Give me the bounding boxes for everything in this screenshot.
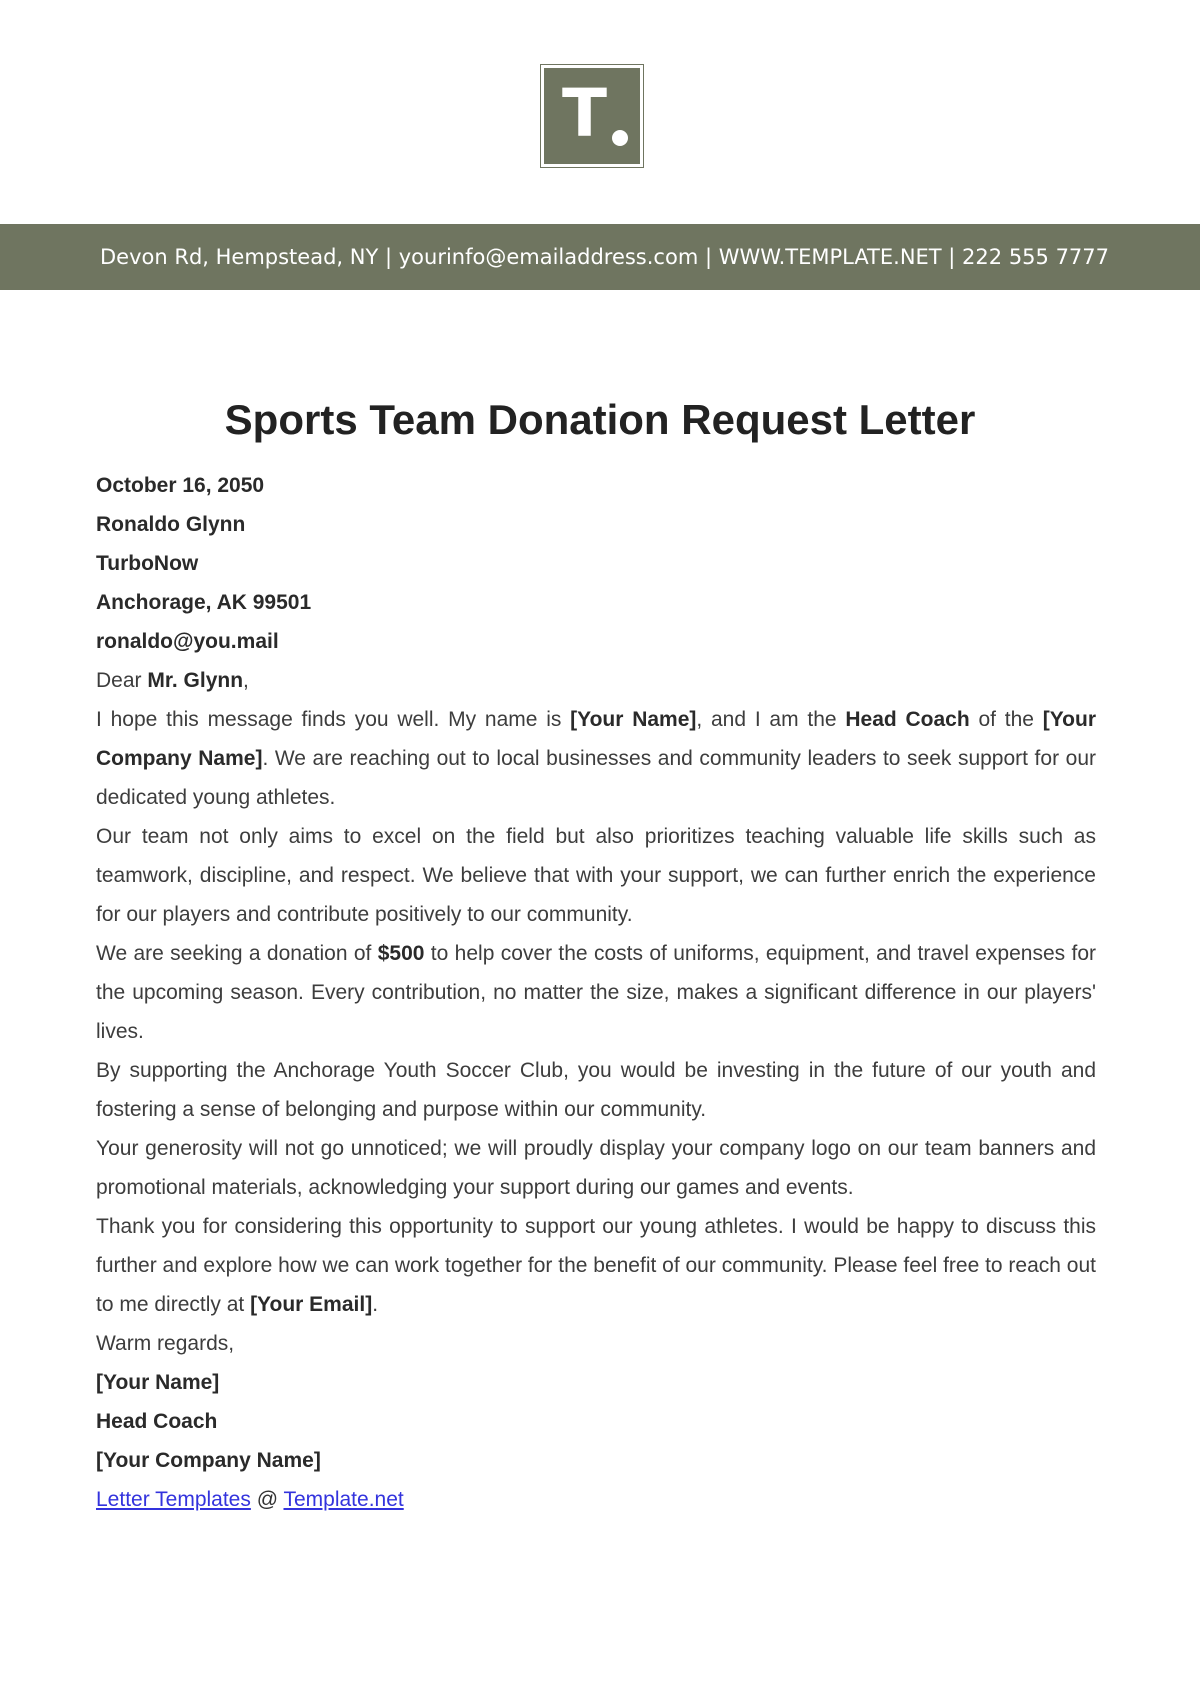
contact-band	[0, 224, 1200, 290]
signature-name: [Your Name]	[96, 1371, 220, 1394]
signature-title: Head Coach	[96, 1410, 218, 1433]
paragraph-impact: By supporting the Anchorage Youth Soccer Club, you would be investing in the future of our youth and fostering a sense of belonging and purpose within our community.	[96, 1059, 1096, 1121]
paragraph-mission: Our team not only aims to excel on the field but also prioritizes teaching valuable life skills such as teamwork, discipline, and respect. We believe that with your support, we can further enrich the experience for our players and contribute positively to our community.	[96, 825, 1096, 926]
recipient-name: Ronaldo Glynn	[96, 513, 246, 536]
signature-company: [Your Company Name]	[96, 1449, 321, 1472]
paragraph-intro: I hope this message finds you well. My name is [Your Name], and I am the Head Coach of the [Your Company Name]. We are reaching out to local businesses and community leaders to seek support for our dedicated young athletes.	[96, 708, 1096, 809]
recipient-company: TurboNow	[96, 552, 199, 575]
letter-body	[96, 466, 1096, 1519]
logo-dot	[612, 130, 628, 146]
logo	[540, 64, 644, 168]
footer-separator: @	[250, 1488, 284, 1511]
paragraph-request: We are seeking a donation of $500 to help cover the costs of uniforms, equipment, and travel expenses for the upcoming season. Every contribution, no matter the size, makes a significant difference in our players' lives.	[96, 942, 1096, 1043]
logo-letter: T	[562, 75, 608, 152]
template-net-link[interactable]: Template.net	[283, 1488, 404, 1511]
logo-mark	[544, 68, 640, 164]
closing: Warm regards,	[96, 1332, 235, 1355]
letter-date: October 16, 2050	[96, 474, 265, 497]
recipient-email: ronaldo@you.mail	[96, 630, 279, 653]
paragraph-thanks: Thank you for considering this opportunity to support our young athletes. I would be happy to discuss this further and explore how we can work together for the benefit of our community. Please feel free to reach out to me directly at [Your Email].	[96, 1215, 1096, 1316]
letter-templates-link[interactable]: Letter Templates	[96, 1488, 251, 1511]
recipient-address: Anchorage, AK 99501	[96, 591, 312, 614]
footer-attribution	[96, 1480, 1096, 1519]
paragraph-recognition: Your generosity will not go unnoticed; we will proudly display your company logo on our team banners and promotional materials, acknowledging your support during our games and events.	[96, 1137, 1096, 1199]
letter-title: Sports Team Donation Request Letter	[224, 396, 976, 443]
contact-line: Devon Rd, Hempstead, NY | yourinfo@emailaddress.com | WWW.TEMPLATE.NET | 222 555 7777	[100, 245, 1110, 269]
salutation: Dear Mr. Glynn,	[96, 669, 249, 692]
